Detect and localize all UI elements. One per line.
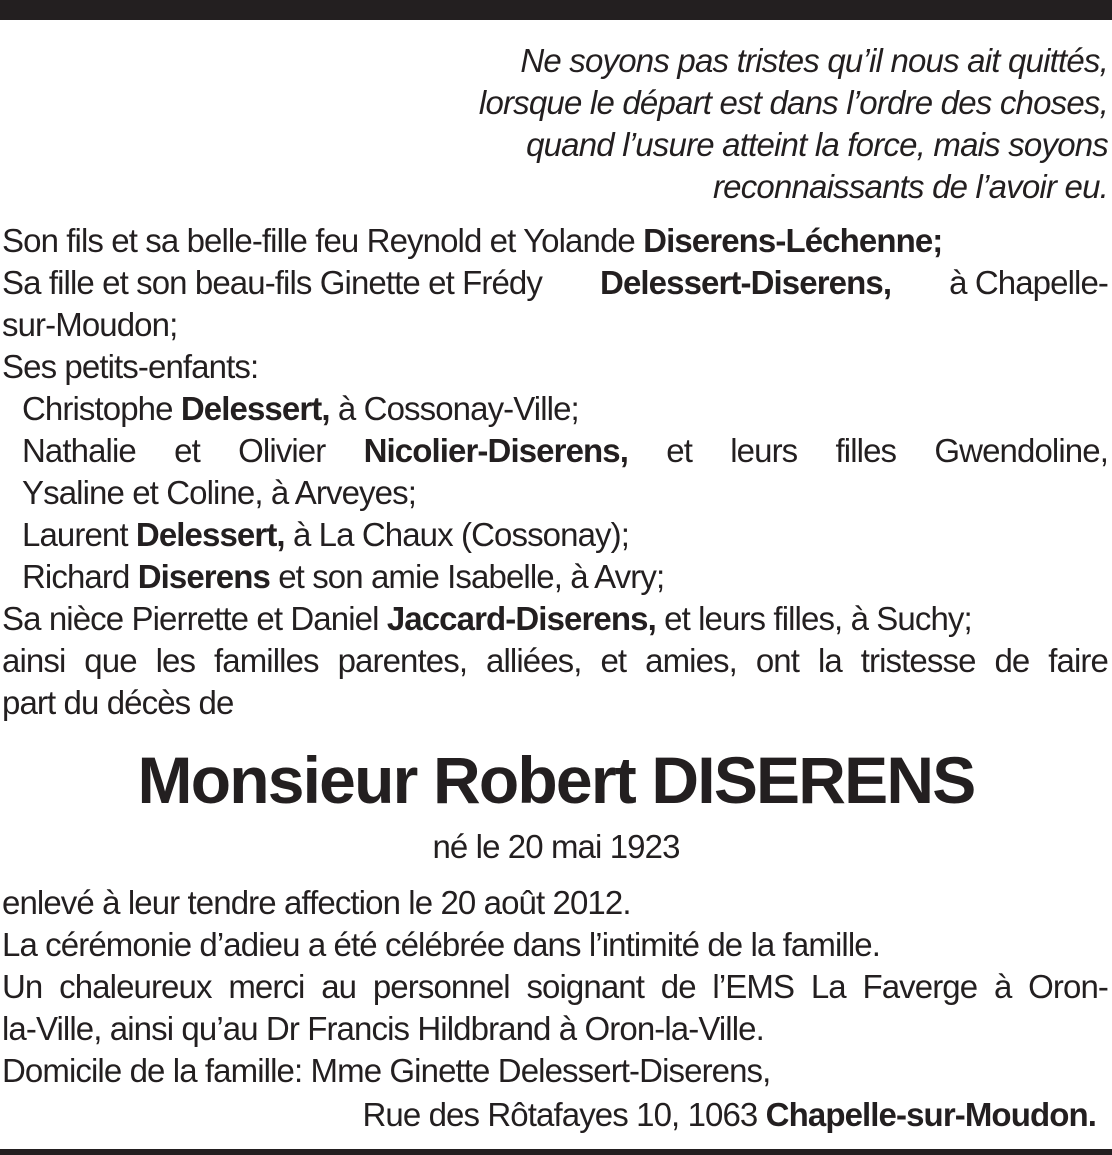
son-line bbox=[2, 220, 1108, 262]
grandchild-rest: et son amie Isabelle, à Avry; bbox=[278, 558, 665, 595]
closing-word: ainsi bbox=[2, 642, 66, 679]
grandchild-item-cont: Ysaline et Coline, à Arveyes; bbox=[22, 474, 416, 511]
grandchild-item bbox=[2, 556, 1108, 598]
grandchild-first: Laurent bbox=[22, 516, 128, 553]
grandchild-rest: à La Chaux (Cossonay); bbox=[292, 516, 629, 553]
thanks-word: Un bbox=[2, 968, 43, 1005]
grandchild-item bbox=[2, 430, 1108, 472]
notice-details bbox=[2, 882, 1108, 1092]
grandchild-name: Nicolier-Diserens, bbox=[363, 432, 629, 469]
grandchild-first: et bbox=[174, 432, 200, 469]
thanks-word: l’EMS bbox=[712, 968, 795, 1005]
niece-name: Jaccard-Diserens, bbox=[386, 600, 656, 637]
niece-text: Sa nièce Pierrette et Daniel bbox=[2, 600, 379, 637]
thanks-word: soignant bbox=[526, 968, 645, 1005]
son-name: Diserens-Léchenne; bbox=[643, 222, 943, 259]
closing-cont: part du décès de bbox=[2, 684, 234, 721]
poem-line: quand l’usure atteint la force, mais soyons bbox=[526, 126, 1108, 163]
poem-line: lorsque le départ est dans l’ordre des choses, bbox=[478, 84, 1108, 121]
closing-word: la bbox=[817, 642, 842, 679]
grandchild-first: Olivier bbox=[238, 432, 326, 469]
grandchild-first: Nathalie bbox=[22, 432, 136, 469]
grandchild-item bbox=[2, 388, 1108, 430]
grandchild-first: Christophe bbox=[22, 390, 173, 427]
grandchild-rest: et bbox=[666, 432, 692, 469]
bottom-rule bbox=[0, 1149, 1112, 1155]
birth-date: né le 20 mai 1923 bbox=[432, 828, 680, 865]
daughter-place: à Chapelle- bbox=[949, 264, 1108, 301]
closing-word: ont bbox=[755, 642, 800, 679]
thanks-word: chaleureux bbox=[59, 968, 212, 1005]
closing-word: amies, bbox=[645, 642, 737, 679]
grandchild-rest: leurs bbox=[730, 432, 798, 469]
daughter-text: Sa fille et son beau-fils Ginette et Frédy bbox=[2, 264, 542, 301]
grandchildren-label: Ses petits-enfants: bbox=[2, 348, 259, 385]
thanks-line bbox=[2, 966, 1108, 1008]
address-town: Chapelle-sur-Moudon. bbox=[765, 1096, 1096, 1133]
closing-word: tristesse bbox=[860, 642, 976, 679]
thanks-word: Faverge bbox=[862, 968, 978, 1005]
closing-word: que bbox=[84, 642, 137, 679]
niece-line bbox=[2, 598, 1108, 640]
thanks-word: au bbox=[321, 968, 357, 1005]
closing-word: les bbox=[155, 642, 196, 679]
grandchild-first: Richard bbox=[22, 558, 130, 595]
address-street: Rue des Rôtafayes 10, 1063 bbox=[362, 1096, 758, 1133]
son-text: Son fils et sa belle-fille feu Reynold et Yolande bbox=[2, 222, 635, 259]
daughter-line bbox=[2, 262, 1108, 304]
grandchild-name: Delessert, bbox=[135, 516, 285, 553]
grandchild-rest: à Cossonay-Ville; bbox=[337, 390, 579, 427]
closing-word: familles bbox=[214, 642, 319, 679]
thanks-word: merci bbox=[228, 968, 305, 1005]
closing-word: faire bbox=[1048, 642, 1108, 679]
top-rule bbox=[0, 0, 1112, 20]
deceased-name: Monsieur Robert DISERENS bbox=[137, 743, 975, 817]
grandchild-rest: filles bbox=[835, 432, 897, 469]
closing-word: et bbox=[600, 642, 627, 679]
epigraph-poem bbox=[348, 40, 1108, 208]
grandchild-rest: Gwendoline, bbox=[934, 432, 1108, 469]
closing-word: alliées, bbox=[486, 642, 582, 679]
closing-line bbox=[2, 640, 1108, 682]
thanks-word: Oron- bbox=[1028, 968, 1108, 1005]
death-date-line: enlevé à leur tendre affection le 20 août 2012. bbox=[2, 884, 631, 921]
thanks-cont: la-Ville, ainsi qu’au Dr Francis Hildbrand à Oron-la-Ville. bbox=[2, 1010, 764, 1047]
thanks-word: personnel bbox=[372, 968, 510, 1005]
grandchild-name: Diserens bbox=[137, 558, 270, 595]
niece-rest: et leurs filles, à Suchy; bbox=[664, 600, 972, 637]
closing-word: parentes, bbox=[337, 642, 468, 679]
grandchild-name: Delessert, bbox=[180, 390, 330, 427]
ceremony-line: La cérémonie d’adieu a été célébrée dans l’intimité de la famille. bbox=[2, 926, 880, 963]
family-address bbox=[363, 1094, 1097, 1136]
poem-line: Ne soyons pas tristes qu’il nous ait quittés, bbox=[520, 42, 1108, 79]
thanks-word: à bbox=[993, 968, 1012, 1005]
family-announcement bbox=[2, 220, 1108, 724]
domicile-line: Domicile de la famille: Mme Ginette Delessert-Diserens, bbox=[2, 1052, 771, 1089]
thanks-word: de bbox=[660, 968, 696, 1005]
thanks-word: La bbox=[810, 968, 846, 1005]
grandchild-item bbox=[2, 514, 1108, 556]
closing-word: de bbox=[994, 642, 1030, 679]
daughter-name: Delessert-Diserens, bbox=[600, 264, 892, 301]
daughter-place-cont: sur-Moudon; bbox=[2, 306, 178, 343]
poem-line: reconnaissants de l’avoir eu. bbox=[712, 168, 1108, 205]
